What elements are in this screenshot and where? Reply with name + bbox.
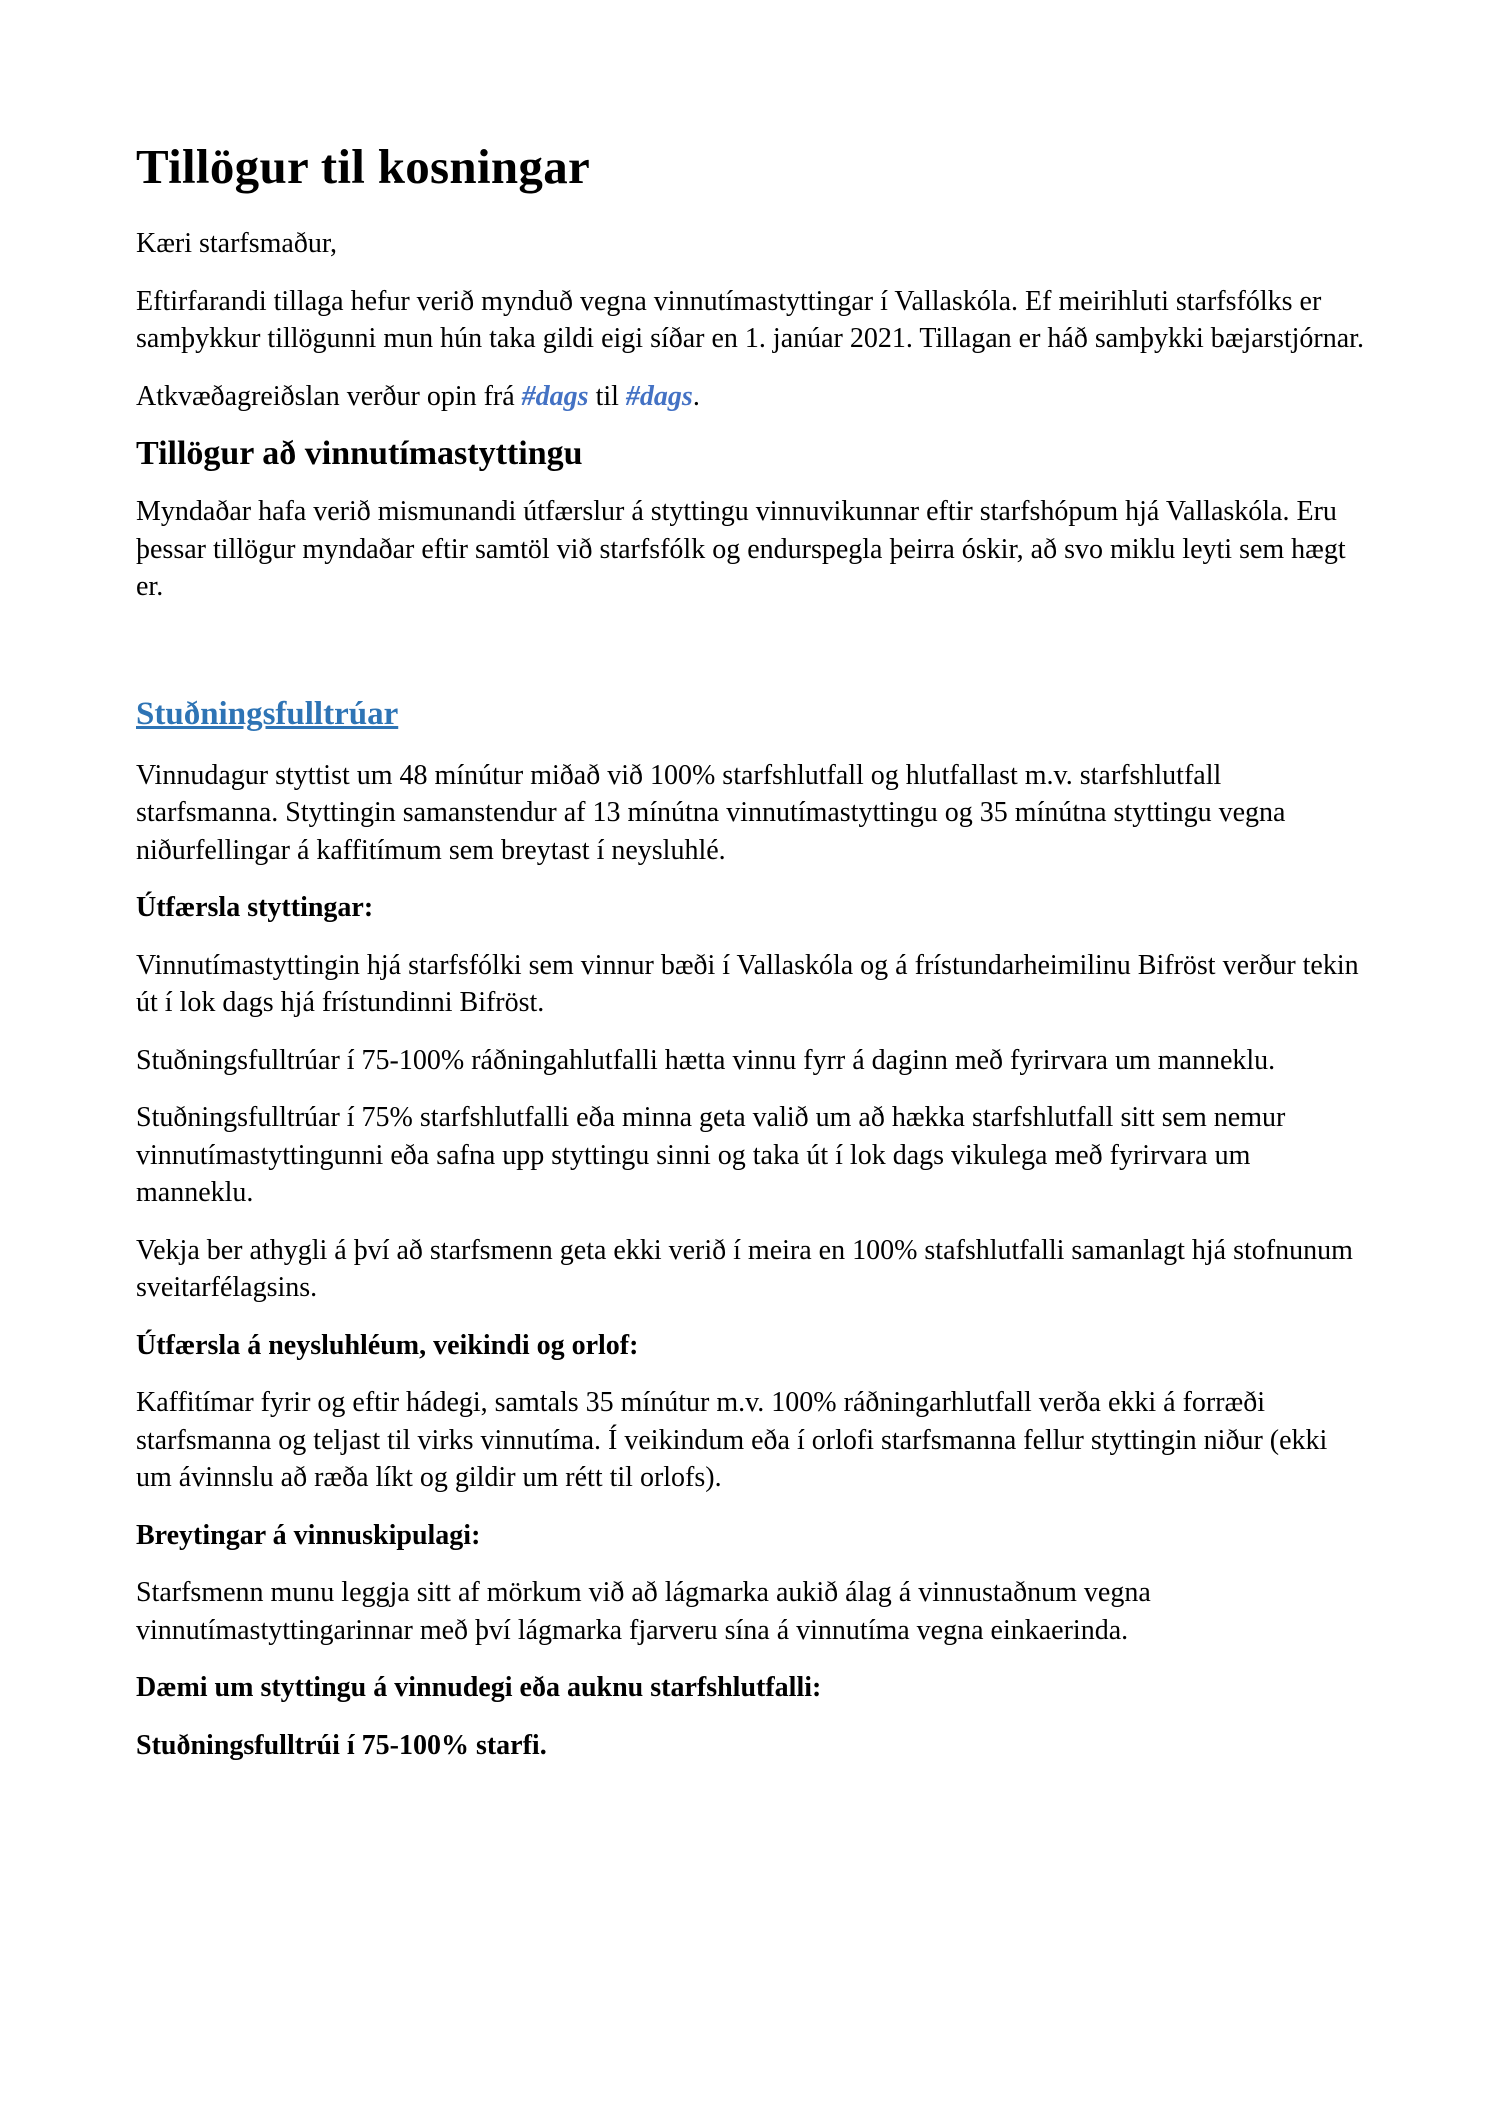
schedule-paragraph: Starfsmenn munu leggja sitt af mörkum við að lágmarka aukið álag á vinnustaðnum vegna vinnutímastyttingarinnar með því lágmarka fjarveru sína á vinnutíma vegna einkaerinda. xyxy=(136,1577,1151,1646)
support-staff-link-heading[interactable]: Stuðningsfulltrúar xyxy=(136,695,399,732)
support-staff-heading-row xyxy=(136,626,1364,757)
voting-line-prefix: Atkvæðagreiðslan verður opin frá xyxy=(136,380,522,412)
subheading-breaks-sickness-vacation: Útfærsla á neysluhléum, veikindi og orlof: xyxy=(136,1329,639,1361)
breaks-paragraph: Kaffitímar fyrir og eftir hádegi, samtals 35 mínútur m.v. 100% ráðningarhlutfall verða ekki á forræði starfsmanna og teljast til virks vinnutíma. Í veikindum eða í orlofi starfsmanna fellur styttingin niður (ekki um ávinnslu að ræða líkt og gildir um rétt til orlofs). xyxy=(136,1387,1328,1494)
implementation-paragraph-1: Vinnutímastyttingin hjá starfsfólki sem vinnur bæði í Vallaskóla og á frístundarheimilinu Bifröst verður tekin út í lok dags hjá frístundinni Bifröst. xyxy=(136,949,1359,1019)
section-heading-proposals: Tillögur að vinnutímastyttingu xyxy=(136,435,583,473)
voting-period-line xyxy=(136,378,1364,416)
subheading-examples: Dæmi um styttingu á vinnudegi eða auknu starfshlutfalli: xyxy=(136,1672,822,1704)
implementation-paragraph-3: Stuðningsfulltrúar í 75% starfshlutfalli eða minna geta valið um að hækka starfshlutfall sitt sem nemur vinnutímastyttingunni eða safna upp styttingu sinni og taka út í lok dags vikulega með fyrirvara um manneklu. xyxy=(136,1102,1286,1209)
support-staff-overview-paragraph: Vinnudagur styttist um 48 mínútur miðað við 100% starfshlutfall og hlutfallast m.v. starfshlutfall starfsmanna. Styttingin samanstendur af 13 mínútna vinnutímastyttingu og 35 mínútna styttingu vegna niðurfellingar á kaffitímum sem breytast í neysluhlé. xyxy=(136,759,1286,866)
proposals-paragraph: Myndaðar hafa verið mismunandi útfærslur á styttingu vinnuvikunnar eftir starfshópum hjá Vallaskóla. Eru þessar tillögur myndaðar eftir samtöl við starfsfólk og endurspegla þeirra óskir, að svo miklu leyti sem hægt er. xyxy=(136,496,1346,603)
subheading-schedule-changes: Breytingar á vinnuskipulagi: xyxy=(136,1519,481,1551)
document-title: Tillögur til kosningar xyxy=(136,139,591,194)
greeting-line: Kæri starfsmaður, xyxy=(136,228,338,259)
subheading-implementation: Útfærsla styttingar: xyxy=(136,892,374,924)
intro-paragraph: Eftirfarandi tillaga hefur verið mynduð vegna vinnutímastyttingar í Vallaskóla. Ef meirihluti starfsfólks er samþykkur tillögunni mun hún taka gildi eigi síðar en 1. janúar 2021. Tillagan er háð samþykki bæjarstjórnar. xyxy=(136,285,1364,355)
implementation-paragraph-4: Vekja ber athygli á því að starfsmenn geta ekki verið í meira en 100% stafshlutfalli samanlagt hjá stofnunum sveitarfélagsins. xyxy=(136,1234,1353,1304)
dags-placeholder-1: #dags xyxy=(521,380,589,412)
voting-line-middle: til xyxy=(588,380,626,412)
voting-line-suffix: . xyxy=(692,380,700,412)
implementation-paragraph-2: Stuðningsfulltrúar í 75-100% ráðningahlutfalli hætta vinnu fyrr á daginn með fyrirvara um manneklu. xyxy=(136,1044,1276,1076)
subheading-example-role: Stuðningsfulltrúi í 75-100% starfi. xyxy=(136,1729,547,1761)
dags-placeholder-2: #dags xyxy=(625,380,693,412)
